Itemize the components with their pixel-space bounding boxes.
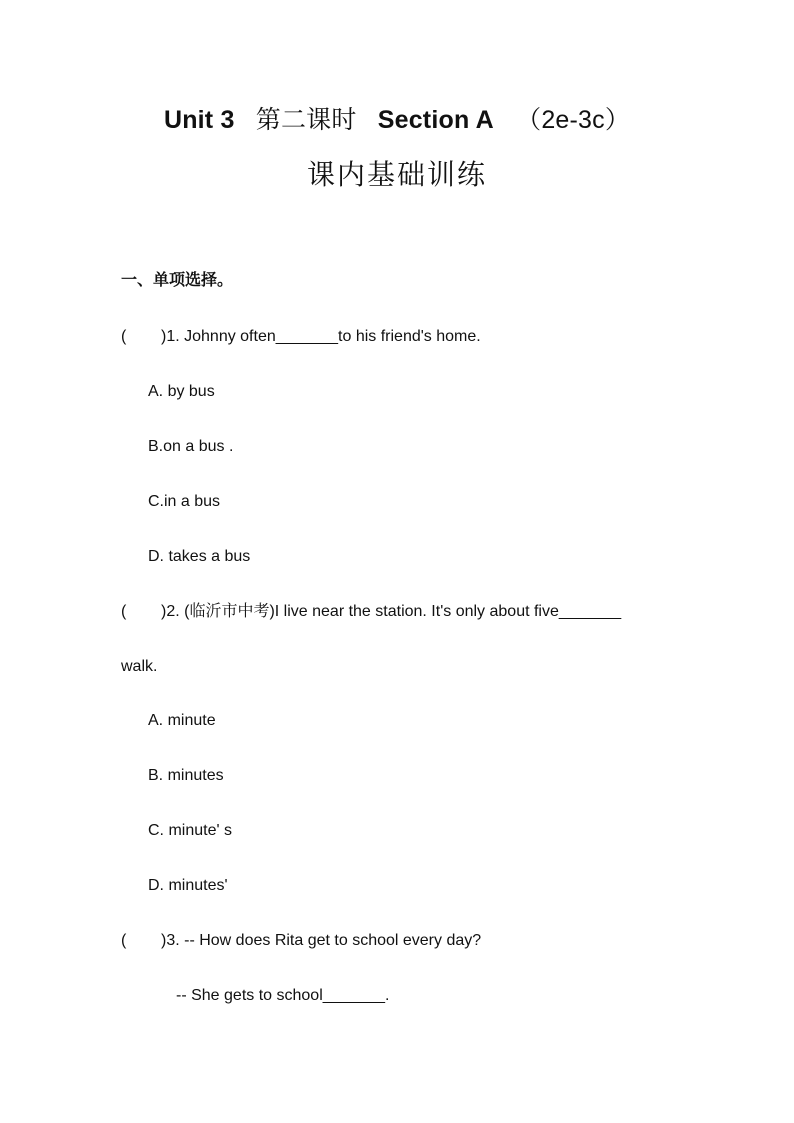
answer-blank-paren: ( [121, 328, 127, 345]
question-2 [121, 602, 621, 622]
title-section: Section A [377, 106, 493, 134]
question-2-option-a: A. minute [148, 712, 216, 729]
title-unit: Unit 3 [163, 106, 235, 134]
question-1 [121, 327, 481, 347]
question-2-text-continued: walk. [121, 658, 158, 675]
question-1-option-a: A. by bus [148, 383, 215, 400]
question-2-option-c: C. minute' s [148, 822, 232, 839]
answer-blank-paren: ( [121, 932, 127, 949]
answer-blank-paren: ( [121, 603, 127, 620]
question-1-option-d: D. takes a bus [148, 548, 251, 565]
title-lesson: 第二课时 [255, 106, 357, 134]
question-2-option-d: D. minutes' [148, 877, 228, 894]
question-1-option-b: B.on a bus . [148, 438, 234, 455]
page-title [0, 100, 794, 136]
question-3-answer-line: -- She gets to school_______. [176, 987, 390, 1004]
section-heading: 一、单项选择。 [121, 272, 234, 289]
question-2-option-b: B. minutes [148, 767, 224, 784]
question-3 [121, 931, 481, 951]
title-range: （2e-3c） [516, 106, 631, 134]
question-1-text: )1. Johnny often_______to his friend's home. [161, 328, 481, 345]
question-1-option-c: C.in a bus [148, 493, 221, 510]
page-subtitle: 课内基础训练 [306, 158, 487, 191]
question-3-text: )3. -- How does Rita get to school every day? [161, 932, 482, 949]
question-2-text: )2. (临沂市中考)I live near the station. It's only about five_______ [161, 603, 622, 620]
